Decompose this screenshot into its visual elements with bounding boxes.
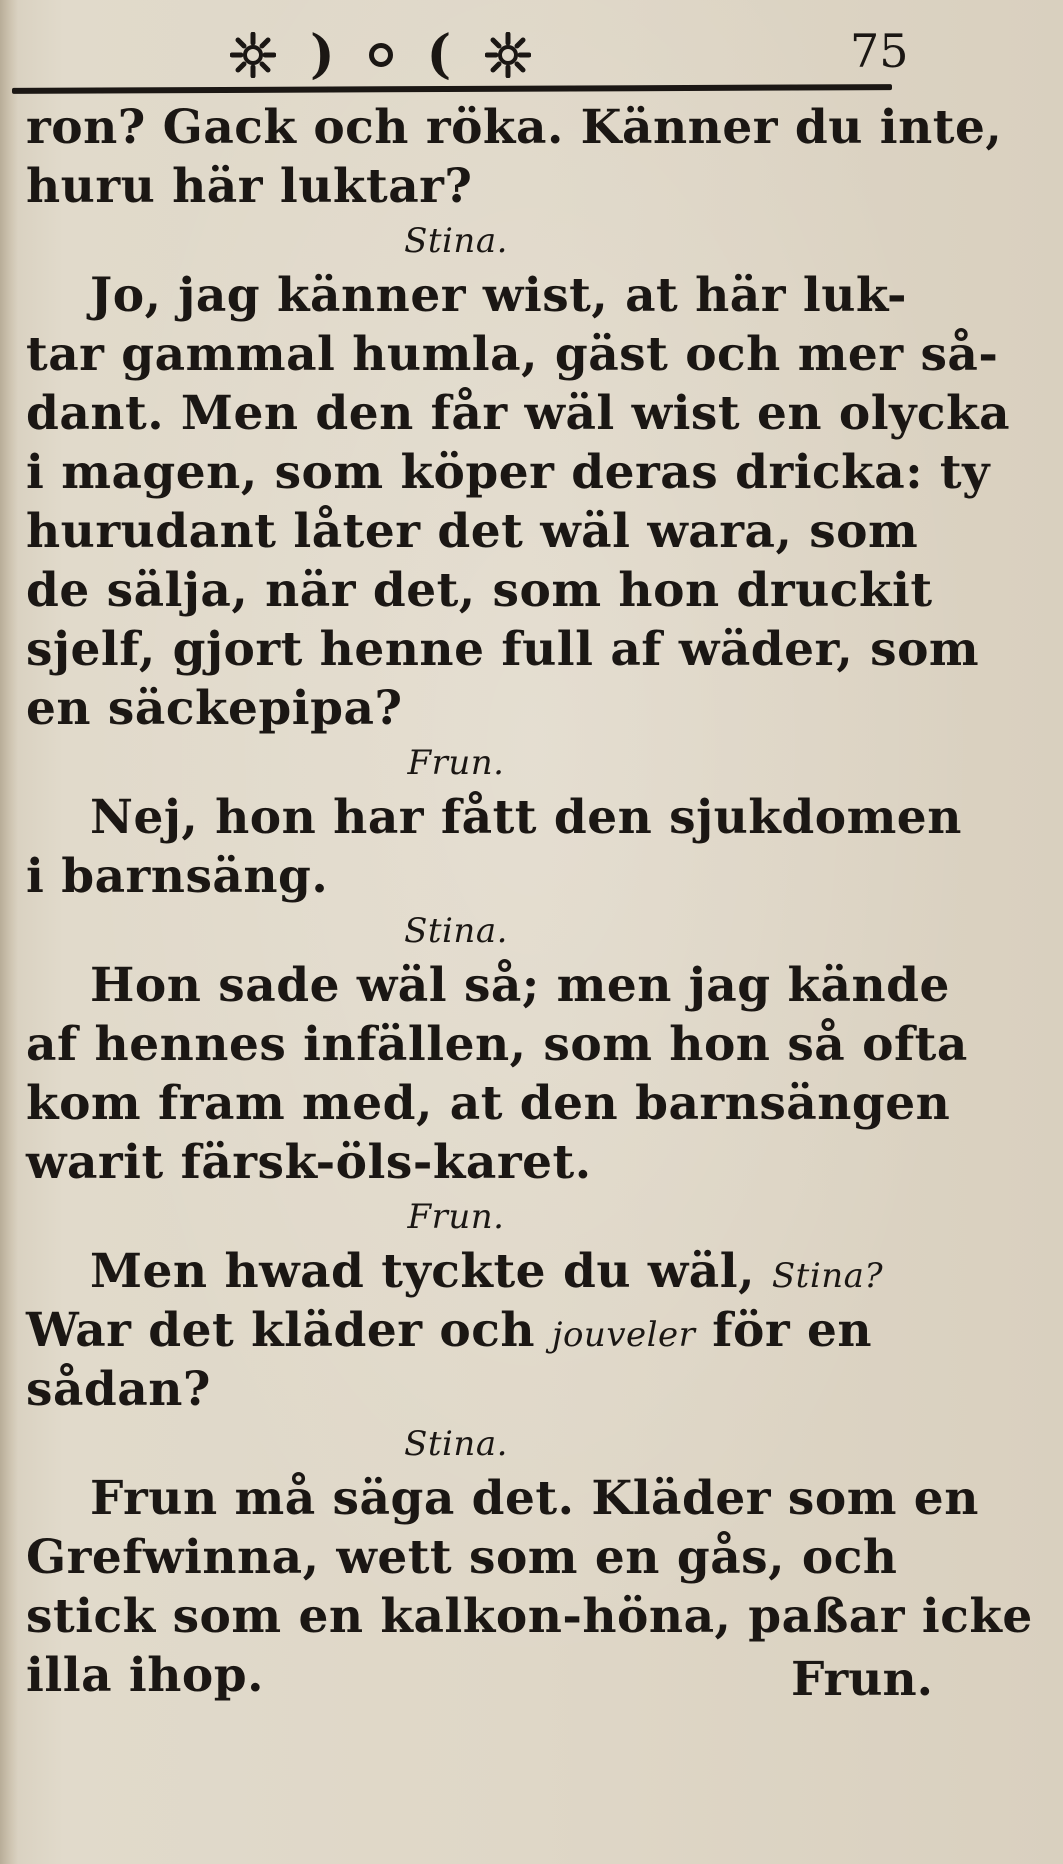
text-line: illa ihop. [26,1648,264,1703]
text-line: huru här luktar? [26,159,473,214]
italic-name: Stina? [771,1256,884,1296]
ornament-left-paren: ) [310,24,335,85]
text-line: dant. Men den får wäl wist en olycka [26,386,1011,441]
text-line: i magen, som köper deras dricka: ty [26,445,990,500]
flower-ornament-icon [485,32,531,78]
text-line: sjelf, gjort henne full af wäder, som [26,622,980,677]
page-spine-shadow [0,0,18,1864]
text-line: warit färsk-öls-karet. [26,1135,592,1190]
speaker-heading: Frun. [407,743,505,783]
italic-word: jouveler [551,1315,696,1355]
speaker-heading: Stina. [404,911,508,951]
ring-ornament-icon [369,43,393,67]
text-line [26,1242,926,1301]
page-text [26,98,1033,1705]
text-segment: Men hwad tyckte du wäl, [90,1244,755,1299]
text-line: de sälja, när det, som hon druckit [26,563,933,618]
text-line: hurudant låter det wäl wara, som [26,504,919,559]
header-ornament [230,24,531,85]
ornament-right-paren: ( [426,24,452,85]
speaker-heading: Stina. [404,221,508,261]
text-line: Frun må säga det. Kläder som en [90,1471,979,1526]
text-line: Jo, jag känner wist, at här luk- [90,268,908,323]
text-line: Nej, hon har fått den sjukdomen [90,790,962,845]
speaker-heading: Frun. [407,1197,505,1237]
text-line: ron? Gack och röka. Känner du inte, [26,100,1003,155]
text-line: Grefwinna, wett som en gås, och [26,1530,898,1585]
text-segment: för en [712,1303,873,1358]
text-line: i barnsäng. [26,849,329,904]
text-line: kom fram med, at den barnsängen [26,1076,951,1131]
header-rule [12,84,892,94]
text-line [26,1301,926,1360]
text-line: af hennes infällen, som hon så ofta [26,1017,968,1072]
catchword: Frun. [790,1652,933,1707]
text-line: en säckepipa? [26,681,403,736]
flower-ornament-icon [230,32,276,78]
speaker-heading: Stina. [404,1424,508,1464]
text-line: stick som en kalkon-höna, paßar icke [26,1589,1033,1644]
text-line: tar gammal humla, gäst och mer så- [26,327,999,382]
text-line: Hon sade wäl så; men jag kände [90,958,950,1013]
page-header [230,20,950,90]
page-number: 75 [850,24,909,78]
text-line: sådan? [26,1362,211,1417]
text-segment: War det kläder och [26,1303,536,1358]
